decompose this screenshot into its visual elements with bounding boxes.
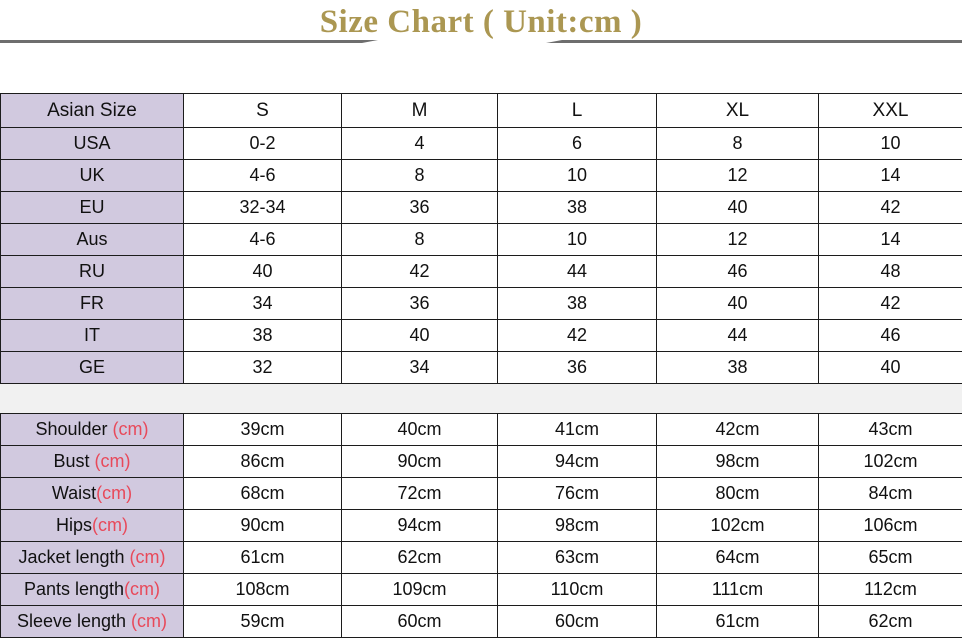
measurement-unit-text: (cm)	[131, 611, 167, 631]
size-value-cell: 46	[819, 320, 962, 352]
measurement-value-cell: 98cm	[498, 510, 657, 542]
measurement-value-cell: 86cm	[184, 446, 342, 478]
size-value-cell: 10	[819, 128, 962, 160]
measurement-value-cell: 61cm	[657, 606, 819, 638]
measurement-value-cell: 60cm	[342, 606, 498, 638]
size-value-cell: 38	[498, 192, 657, 224]
measurement-table-row	[1, 478, 962, 510]
size-value-cell: 40	[819, 352, 962, 384]
measurement-value-cell: 102cm	[819, 446, 962, 478]
size-header-cell: S	[184, 94, 342, 128]
measurement-label-text: Shoulder	[35, 419, 112, 439]
divider-right-segment	[546, 40, 962, 43]
measurement-label-cell	[1, 446, 184, 478]
measurement-label-cell	[1, 574, 184, 606]
size-table-row	[1, 224, 962, 256]
size-value-cell: 12	[657, 160, 819, 192]
region-label-cell: IT	[1, 320, 184, 352]
size-value-cell: 0-2	[184, 128, 342, 160]
measurement-value-cell: 109cm	[342, 574, 498, 606]
measurement-value-cell: 62cm	[342, 542, 498, 574]
size-value-cell: 42	[498, 320, 657, 352]
measurement-unit-text: (cm)	[96, 483, 132, 503]
region-label-cell: RU	[1, 256, 184, 288]
measurement-unit-text: (cm)	[113, 419, 149, 439]
size-value-cell: 8	[342, 224, 498, 256]
measurement-label-cell	[1, 542, 184, 574]
size-value-cell: 38	[184, 320, 342, 352]
measurement-unit-text: (cm)	[124, 579, 160, 599]
size-value-cell: 38	[498, 288, 657, 320]
measurement-value-cell: 62cm	[819, 606, 962, 638]
size-value-cell: 40	[342, 320, 498, 352]
size-header-cell: L	[498, 94, 657, 128]
size-table-row	[1, 160, 962, 192]
measurement-label-text: Sleeve length	[17, 611, 131, 631]
divider-left-segment	[0, 40, 378, 43]
measurement-value-cell: 60cm	[498, 606, 657, 638]
size-value-cell: 8	[657, 128, 819, 160]
size-table-header-row	[1, 94, 962, 128]
size-table-row	[1, 192, 962, 224]
measurement-value-cell: 72cm	[342, 478, 498, 510]
size-table-row	[1, 128, 962, 160]
size-value-cell: 44	[498, 256, 657, 288]
size-value-cell: 42	[819, 288, 962, 320]
measurement-value-cell: 111cm	[657, 574, 819, 606]
measurement-value-cell: 112cm	[819, 574, 962, 606]
size-table-body	[1, 94, 962, 384]
measurement-label-text: Jacket length	[18, 547, 129, 567]
size-value-cell: 34	[184, 288, 342, 320]
size-header-cell: XL	[657, 94, 819, 128]
measurement-table-row	[1, 414, 962, 446]
measurement-value-cell: 94cm	[498, 446, 657, 478]
measurement-value-cell: 63cm	[498, 542, 657, 574]
measurement-value-cell: 61cm	[184, 542, 342, 574]
measurement-value-cell: 76cm	[498, 478, 657, 510]
measurement-value-cell: 40cm	[342, 414, 498, 446]
size-value-cell: 4-6	[184, 160, 342, 192]
measurement-value-cell: 108cm	[184, 574, 342, 606]
measurement-value-cell: 64cm	[657, 542, 819, 574]
size-value-cell: 46	[657, 256, 819, 288]
region-label-cell: UK	[1, 160, 184, 192]
size-value-cell: 36	[498, 352, 657, 384]
measurement-value-cell: 102cm	[657, 510, 819, 542]
size-value-cell: 14	[819, 224, 962, 256]
measurement-label-text: Pants length	[24, 579, 124, 599]
size-value-cell: 14	[819, 160, 962, 192]
measurement-table-row	[1, 510, 962, 542]
measurement-value-cell: 68cm	[184, 478, 342, 510]
size-value-cell: 40	[657, 288, 819, 320]
measurement-table-row	[1, 446, 962, 478]
size-value-cell: 4	[342, 128, 498, 160]
measurement-label-text: Bust	[53, 451, 94, 471]
size-value-cell: 12	[657, 224, 819, 256]
measurement-value-cell: 106cm	[819, 510, 962, 542]
size-header-cell: XXL	[819, 94, 962, 128]
size-value-cell: 42	[342, 256, 498, 288]
region-label-cell: GE	[1, 352, 184, 384]
region-label-cell: USA	[1, 128, 184, 160]
size-value-cell: 40	[184, 256, 342, 288]
measurement-value-cell: 90cm	[342, 446, 498, 478]
size-table-row	[1, 320, 962, 352]
measurement-label-cell	[1, 414, 184, 446]
title-divider	[0, 40, 962, 43]
size-value-cell: 10	[498, 224, 657, 256]
table-gap	[0, 384, 962, 413]
region-label-cell: EU	[1, 192, 184, 224]
measurement-value-cell: 94cm	[342, 510, 498, 542]
region-label-cell: FR	[1, 288, 184, 320]
measurement-value-cell: 65cm	[819, 542, 962, 574]
size-value-cell: 32-34	[184, 192, 342, 224]
size-value-cell: 4-6	[184, 224, 342, 256]
size-value-cell: 32	[184, 352, 342, 384]
measurement-table	[0, 413, 962, 638]
size-value-cell: 48	[819, 256, 962, 288]
measurement-label-text: Hips	[56, 515, 92, 535]
size-value-cell: 40	[657, 192, 819, 224]
measurement-value-cell: 39cm	[184, 414, 342, 446]
size-table-row	[1, 256, 962, 288]
measurement-table-row	[1, 574, 962, 606]
measurement-unit-text: (cm)	[95, 451, 131, 471]
measurement-label-text: Waist	[52, 483, 96, 503]
size-conversion-table	[0, 93, 962, 384]
size-value-cell: 44	[657, 320, 819, 352]
size-header-cell: M	[342, 94, 498, 128]
measurement-value-cell: 43cm	[819, 414, 962, 446]
measurement-unit-text: (cm)	[92, 515, 128, 535]
asian-size-header-cell: Asian Size	[1, 94, 184, 128]
measurement-value-cell: 84cm	[819, 478, 962, 510]
measurement-value-cell: 42cm	[657, 414, 819, 446]
measurement-table-body	[1, 414, 962, 638]
measurement-table-row	[1, 542, 962, 574]
measurement-value-cell: 110cm	[498, 574, 657, 606]
measurement-label-cell	[1, 478, 184, 510]
size-table-row	[1, 352, 962, 384]
size-value-cell: 36	[342, 288, 498, 320]
size-value-cell: 34	[342, 352, 498, 384]
measurement-value-cell: 59cm	[184, 606, 342, 638]
size-value-cell: 8	[342, 160, 498, 192]
measurement-unit-text: (cm)	[130, 547, 166, 567]
measurement-label-cell	[1, 510, 184, 542]
size-value-cell: 42	[819, 192, 962, 224]
measurement-value-cell: 41cm	[498, 414, 657, 446]
size-value-cell: 10	[498, 160, 657, 192]
size-value-cell: 6	[498, 128, 657, 160]
measurement-value-cell: 98cm	[657, 446, 819, 478]
size-table-row	[1, 288, 962, 320]
measurement-value-cell: 80cm	[657, 478, 819, 510]
size-value-cell: 36	[342, 192, 498, 224]
page-title: Size Chart ( Unit:cm )	[0, 0, 962, 40]
size-value-cell: 38	[657, 352, 819, 384]
measurement-value-cell: 90cm	[184, 510, 342, 542]
region-label-cell: Aus	[1, 224, 184, 256]
